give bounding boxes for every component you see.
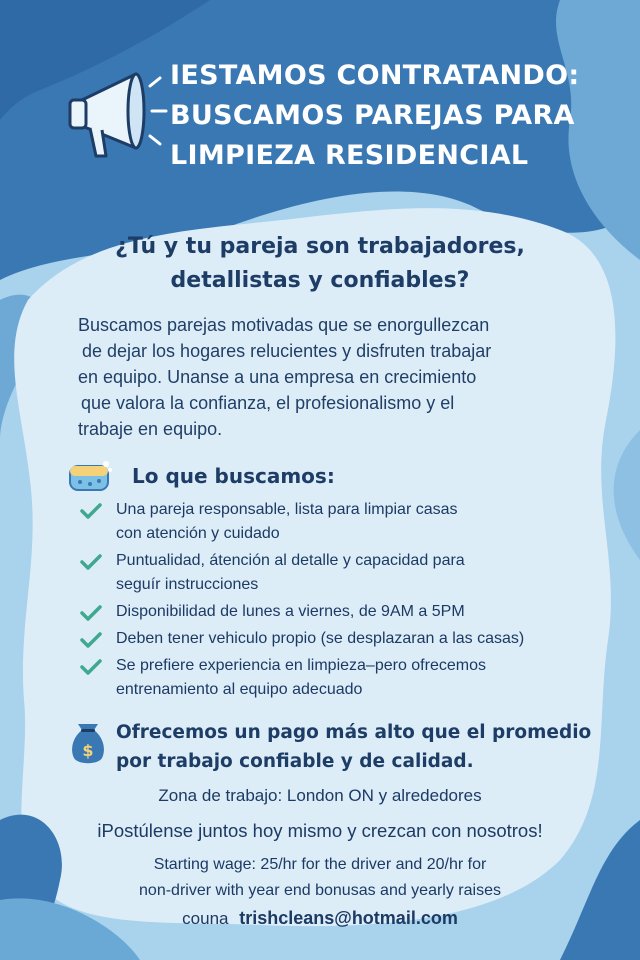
intro-line: de dejar los hogares relucientes y disfruten trabajar	[82, 341, 492, 361]
contact-line	[0, 908, 640, 929]
requirement-text: Una pareja responsable, lista para limpiar casas	[116, 501, 458, 518]
svg-text:$: $	[82, 741, 94, 760]
list-item	[78, 654, 608, 702]
list-item	[78, 549, 608, 597]
megaphone-icon	[62, 60, 172, 180]
intro-line: que valora la confianza, el profesionalismo y el	[81, 393, 455, 413]
list-item	[78, 627, 608, 651]
check-icon	[80, 631, 102, 649]
contact-email[interactable]: trishcleans@hotmail.com	[239, 908, 458, 928]
check-icon	[80, 604, 102, 622]
money-bag-icon	[70, 720, 106, 766]
requirements-list	[78, 498, 608, 705]
question-line-2: detallistas y confiables?	[170, 268, 470, 293]
requirement-text: entrenamiento al equipo adecuado	[116, 681, 363, 698]
hiring-title	[170, 56, 610, 176]
work-zone: Zona de trabajo: London ON y alrededores	[158, 786, 482, 805]
requirement-text: Disponibilidad de lunes a viernes, de 9AM a 5PM	[116, 603, 465, 620]
list-item	[78, 600, 608, 624]
pay-text	[116, 718, 591, 776]
call-to-action: iPostúlense juntos hoy mismo y crezcan con nosotros!	[97, 820, 543, 841]
requirement-text: seguír instrucciones	[116, 576, 259, 593]
intro-line: Buscamos parejas motivadas que se enorgullezcan	[78, 315, 490, 335]
title-line-2: BUSCAMOS PAREJAS PARA	[170, 100, 575, 131]
question-line-1: ¿Tú y tu pareja son trabajadores,	[115, 234, 525, 259]
contact-label: couna	[182, 909, 229, 928]
list-item	[78, 498, 608, 546]
wage-line-2: non-driver with year end bonusas and yearly raises	[139, 882, 501, 899]
requirement-text: con atención y cuidado	[116, 525, 280, 542]
check-icon	[80, 502, 102, 520]
title-line-1: IESTAMOS CONTRATANDO:	[170, 60, 580, 91]
pay-line-1: Ofrecemos un pago más alto que el promedio	[116, 722, 592, 743]
intro-line: trabaje en equipo.	[78, 419, 223, 439]
intro-paragraph	[78, 312, 578, 442]
wage-line-1: Starting wage: 25/hr for the driver and 20/hr for	[153, 856, 487, 873]
requirement-text: Puntualidad, átención al detalle y capacidad para	[116, 552, 465, 569]
pay-line-2: por trabajo confiable y de calidad.	[116, 751, 474, 772]
pay-section	[70, 718, 591, 776]
wage-info	[0, 852, 640, 904]
check-icon	[80, 658, 102, 676]
question-heading	[40, 230, 600, 298]
requirements-header	[66, 456, 335, 496]
requirement-text: Se prefiere experiencia en limpieza–pero ofrecemos	[116, 657, 486, 674]
sponge-icon	[66, 456, 114, 496]
intro-line: en equipo. Unanse a una empresa en crecimiento	[78, 367, 477, 387]
title-line-3: LIMPIEZA RESIDENCIAL	[170, 140, 529, 171]
check-icon	[80, 553, 102, 571]
requirements-title: Lo que buscamos:	[132, 464, 335, 488]
requirement-text: Deben tener vehiculo propio (se desplazaran a las casas)	[116, 630, 525, 647]
